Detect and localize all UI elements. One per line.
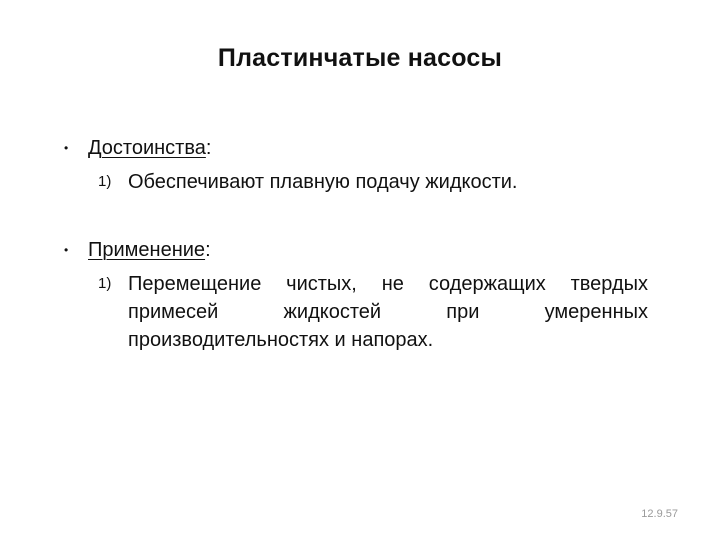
item-text: Перемещение чистых, не содержащих твердых примесей жидкостей при умеренных производительностях и напорах.	[128, 273, 648, 351]
bullet-icon: •	[64, 141, 69, 155]
heading-colon: :	[205, 239, 211, 261]
page-number: 12.9.57	[641, 508, 678, 520]
section-heading-text: Достоинства	[88, 137, 206, 159]
numbered-item	[98, 270, 662, 354]
item-number: 1)	[98, 275, 112, 292]
item-text: Обеспечивают плавную подачу жидкости.	[128, 171, 518, 193]
numbered-item	[98, 168, 662, 196]
slide-title: Пластинчатые насосы	[217, 44, 503, 72]
section-advantages	[62, 136, 662, 196]
bullet-icon: •	[64, 243, 69, 257]
bullet-row	[62, 136, 662, 164]
section-applications	[62, 238, 662, 354]
section-heading-text: Применение	[88, 239, 206, 261]
section-heading	[88, 238, 211, 262]
heading-colon: :	[205, 137, 212, 159]
section-heading	[88, 136, 211, 160]
item-number: 1)	[98, 173, 112, 190]
bullet-row	[62, 238, 662, 266]
